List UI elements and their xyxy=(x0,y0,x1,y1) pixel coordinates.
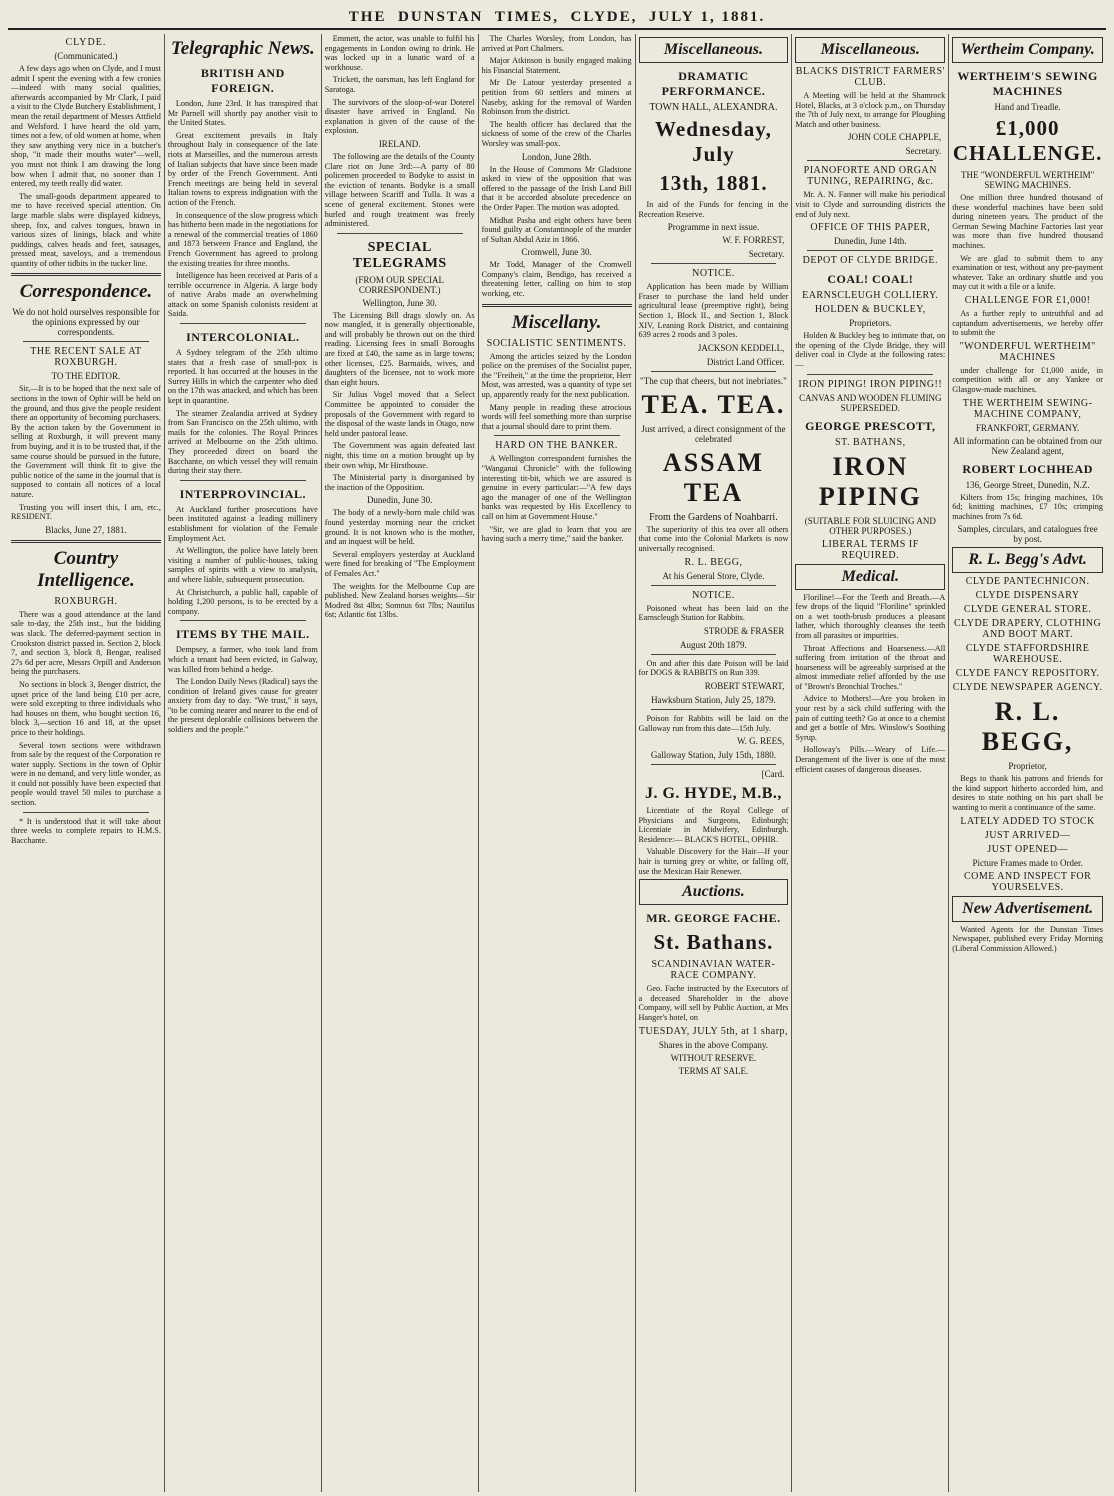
piano-heading: PIANOFORTE AND ORGAN TUNING, REPAIRING, &c. xyxy=(803,165,937,188)
ad-line: Dunedin, June 14th. xyxy=(834,236,907,247)
article-paragraph: Sir Julius Vogel moved that a Select Committee be appointed to consider the proposals of the Government with regard to the disposal of the waste lands in Otago, now held under pastoral lease. xyxy=(324,390,475,438)
column-1 xyxy=(8,34,165,1492)
intercolonial-heading: INTERCOLONIAL. xyxy=(186,330,300,345)
depot-heading: DEPOT OF CLYDE BRIDGE. xyxy=(802,255,938,267)
event-date: 13th, 1881. xyxy=(659,171,768,195)
ad-paragraph: One million three hundred thousand of these wonderful machines have been sold during nineteen years. The product of the German Sewing Machine Factories last year was more than five hundred thousand machines. xyxy=(952,193,1103,250)
masthead-day: 1, xyxy=(700,8,716,25)
special-correspondent-note: (FROM OUR SPECIAL CORRESPONDENT.) xyxy=(355,274,444,295)
footnote: * It is understood that it will take about three weeks to complete repairs to H.M.S. Bacchante. xyxy=(11,816,161,845)
article-paragraph: There was a good attendance at the land sale to-day, the 25th inst., but the bidding was slack. The deferred-payment section in Crookston district passed in. Section 2, block 7, and section 3, block 8, Bengar, realised 27s 6d per acre, Messrs Orpill and Anderson being the purchasers. xyxy=(11,609,161,677)
challenge-subheading: CHALLENGE FOR £1,000! xyxy=(964,294,1091,306)
article-paragraph: The steamer Zealandia arrived at Sydney from San Francisco on the 25th ultimo, with mails for the colonies. The Royal Princes arrived at Melbourne on the 25th ultimo. They proceeded direct on board the Bacchante, on which vessel they will remain during their stay there. xyxy=(167,408,318,476)
begg-name-banner: R. L. BEGG, xyxy=(981,697,1074,757)
ad-paragraph: Wanted Agents for the Dunstan Times Newspaper, published every Friday Morning (Liberal Commission Allowed.) xyxy=(952,924,1103,953)
merchant-address: At his General Store, Clyde. xyxy=(662,570,765,581)
business-line: CLYDE FANCY REPOSITORY. xyxy=(955,668,1100,680)
telegraphic-news-heading: Telegraphic News. xyxy=(170,38,315,59)
iron-piping-heading: IRON PIPING! IRON PIPING!! xyxy=(798,378,943,390)
signatory: W. G. REES, xyxy=(736,736,785,747)
article-paragraph: Intelligence has been received at Paris of a terrible occurrence in Algeria. A large body of native Arabs made an overwhelming attack on some Spanish colonists resident at Saida. xyxy=(167,271,318,319)
roxburgh-heading: ROXBURGH. xyxy=(54,595,118,607)
club-heading: BLACKS DISTRICT FARMERS' CLUB. xyxy=(795,66,945,88)
ad-line: "WONDERFUL WERTHEIM" MACHINES xyxy=(959,340,1096,363)
article-paragraph: The Licensing Bill drags slowly on. As now mangled, it is generally objectionable, and will probably be thrown out on the third reading. Licensing fees in small Boroughs are fixed at £40, the same as in large towns; other licenses, £25. Barmaids, wives, and daughters of the licensee, not to work more than eight hours. xyxy=(324,310,475,387)
business-line: CLYDE DRAPERY, CLOTHING AND BOOT MART. xyxy=(953,618,1102,641)
article-paragraph: In the House of Commons Mr Gladstone asked in view of the opposition that was offered to the passage of the Irish Land Bill that it be accorded absolute precedence on the Order Paper. The motion was adopted. xyxy=(481,164,632,212)
ad-paragraph: As a further reply to untruthful and ad captandum advertisements, we hereby offer to submit the xyxy=(952,308,1103,338)
ad-paragraph: Begs to thank his patrons and friends for the kind support hitherto accorded him, and desires to state nothing on his part shall be wanting to merit a continuance of the same. xyxy=(952,774,1103,813)
signatory: STRODE & FRASER xyxy=(703,625,785,636)
card-label: [Card. xyxy=(761,769,785,780)
article-paragraph: At Christchurch, a public hall, capable of holding 1,200 persons, is to be erected by a company. xyxy=(167,587,318,616)
article-paragraph: No sections in block 3, Benger district, the upset price of the land being £10 per acre, were sold excepting to three individuals who had houses on them, who bought section 16, block 3,—section 16 and 18, at the upset price to their holdings. xyxy=(11,679,161,737)
ad-paragraph: Throat Affections and Hoarseness.—All suffering from irritation of the throat and hoarseness will be agreeably surprised at the almost immediate relief afforded by the use of "Brown's Bronchial Troches." xyxy=(795,643,946,691)
signatory: JACKSON KEDDELL, xyxy=(697,342,785,353)
notice-paragraph: Poison for Rabbits will be laid on the Galloway run from this date—15th July. xyxy=(638,713,789,733)
article-paragraph: Emmett, the actor, was unable to fulfil his engagements in London owing to drink. He was locked up in a lunatic ward of a workhouse. xyxy=(324,34,475,72)
wertheim-heading: Wertheim Company. xyxy=(960,41,1095,58)
ad-line: ST. BATHANS, xyxy=(835,436,906,448)
dateline: London, June 28th. xyxy=(521,151,592,162)
ad-paragraph: Valuable Discovery for the Hair—If your hair is turning grey or white, or falling off, use the Mexican Hair Renewer. xyxy=(638,847,789,876)
ad-line: Picture Frames made to Order. xyxy=(972,857,1083,868)
signatory-role: Secretary. xyxy=(748,249,785,260)
medical-heading: Medical. xyxy=(841,567,899,585)
article-paragraph: The body of a newly-born male child was found yesterday morning near the cricket ground. It is not known who is the mother, and an inquest will be held. xyxy=(324,508,475,547)
venue: TOWN HALL, ALEXANDRA. xyxy=(649,102,778,113)
auction-date: TUESDAY, JULY 5th, at 1 sharp, xyxy=(638,1025,789,1037)
auctioneer-name: MR. GEORGE FACHE. xyxy=(646,911,781,926)
ad-line: Hand and Treadle. xyxy=(994,102,1061,112)
column-5 xyxy=(636,34,793,1492)
proprietor-name: HOLDEN & BUCKLEY, xyxy=(814,304,926,316)
ad-line: JUST ARRIVED— xyxy=(984,829,1071,841)
business-line: CLYDE STAFFORDSHIRE WAREHOUSE. xyxy=(965,643,1090,666)
tea-tagline: "The cup that cheers, but not inebriates." xyxy=(640,375,787,386)
article-paragraph: The Government was again defeated last night, this time on a motion brought up by their own whip, Mr Hirsthouse. xyxy=(324,441,475,470)
ad-paragraph: Geo. Fache instructed by the Executors of a deceased Shareholder in the above Company, will sell by Public Auction, at Mrs Hanger's hotel, on xyxy=(638,984,789,1023)
article-paragraph: Several employers yesterday at Auckland were fined for breaking of "The Employment of Females Act." xyxy=(324,549,475,578)
ad-line: (SUITABLE FOR SLUICING AND OTHER PURPOSES.) xyxy=(804,515,936,536)
items-by-mail-heading: ITEMS BY THE MAIL. xyxy=(175,627,310,642)
ad-paragraph: under challenge for £1,000 aside, in competition with all or any Yankee or Glasgow-made machines. xyxy=(952,365,1103,394)
to-the-editor: TO THE EDITOR. xyxy=(51,371,121,382)
ad-line: COME AND INSPECT FOR YOURSELVES. xyxy=(963,870,1092,893)
article-paragraph: "Sir, we are glad to learn that you are having such a merry time," said the banker. xyxy=(481,524,632,544)
article-paragraph: A few days ago when on Clyde, and I must admit I spent the evening with a few cronies—indeed with many social qualities, afterwards accompanied by Mr Clark, I paid a visit to the Clyde Butchery Establishment, I mean the retail department of Messrs Attfield and Welsford. I have heard the old yarn, times not a few, of old women at home, when they saw anything very nice in a butcher's shop, "it made their mouths water"—well, you must not think I am drawing the long bow when I admit that, no sooner than I entered, my teeth really did water. xyxy=(11,64,161,189)
correspondence-heading: Correspondence. xyxy=(19,281,153,303)
ad-line: WITHOUT RESERVE. xyxy=(670,1052,757,1063)
article-title: THE RECENT SALE AT ROXBURGH. xyxy=(30,346,142,369)
tea-heading: TEA. TEA. xyxy=(641,389,786,419)
ad-paragraph: Floriline!—For the Teeth and Breath.—A few drops of the liquid "Floriline" sprinkled on a wet tooth-brush produces a pleasant lather, which thoroughly cleanses the teeth from all parasites or impurities. xyxy=(795,592,946,640)
signatory: W. F. FORREST, xyxy=(722,235,785,246)
business-line: CLYDE PANTECHNICON. xyxy=(965,576,1090,588)
signatory: ROBERT STEWART, xyxy=(704,680,785,691)
article-paragraph: Midhat Pasha and eight others have been found guilty at Constantinople of the murder of Sultan Abdul Aziz in 1866. xyxy=(481,215,632,244)
miscellaneous-heading: Miscellaneous. xyxy=(663,41,763,58)
masthead-year: 1881. xyxy=(721,8,766,25)
ad-paragraph: Mr. A. N. Fanner will make his periodical visit to Clyde and surrounding districts the end of July next. xyxy=(795,190,946,219)
ad-line: LIBERAL TERMS IF REQUIRED. xyxy=(821,538,919,561)
column-4 xyxy=(479,34,636,1492)
correspondence-note: We do not hold ourselves responsible for the opinions expressed by our correspondents. xyxy=(12,307,160,338)
company-location: FRANKFORT, GERMANY. xyxy=(975,422,1080,433)
business-line: CLYDE DISPENSARY xyxy=(975,590,1080,602)
supplier-name: GEORGE PRESCOTT, xyxy=(805,418,936,433)
article-paragraph: Trickett, the oarsman, has left England for Saratoga. xyxy=(324,75,475,94)
article-paragraph: Several town sections were withdrawn from sale by the request of the Corporation re water supply. Sections in the town of Ophir were in no demand, and very little wonder, as it could not possibly have been expected that people would travel 50 miles to purchase a section. xyxy=(11,740,161,808)
article-paragraph: The London Daily News (Radical) says the condition of Ireland gives cause for greater anxiety from day to day. "We trust," it says, "to be coming nearer and nearer to the end of the present deplorable collisions between the soldiers and the people." xyxy=(167,677,318,735)
ad-paragraph: The superiority of this tea over all others that come into the Colonial Markets is now universally recognised. xyxy=(638,524,789,553)
masthead-name: DUNSTAN xyxy=(397,8,484,25)
article-paragraph: The Charles Worsley, from London, has arrived at Port Chalmers. xyxy=(481,34,632,53)
letter-paragraph: Sir,—It is to be hoped that the next sale of sections in the town of Ophir will be held on the ground, and thus give the people resident there an opportunity of becoming purchasers. By the action taken by the Government in selling at Roxburgh, it will prevent many from buying, and it is to be trusted that, if the same course should be pursued in the future, the Government will think fit to give the public notice of the same in the journal that is supposed to contain all notices of a local nature. xyxy=(11,384,161,499)
ad-line: JUST OPENED— xyxy=(987,843,1068,855)
auctions-heading: Auctions. xyxy=(682,883,745,901)
column-6 xyxy=(792,34,949,1492)
miscellany-heading: Miscellany. xyxy=(511,311,602,333)
notice-date: Galloway Station, July 15th, 1880. xyxy=(650,750,777,761)
challenge-heading: £1,000 CHALLENGE. xyxy=(952,116,1103,165)
letter-date: Blacks, June 27, 1881. xyxy=(45,524,127,535)
section-heading-clyde: CLYDE. xyxy=(65,37,107,48)
ad-line: CANVAS AND WOODEN FLUMING SUPERSEDED. xyxy=(799,392,942,413)
letter-signoff: Trusting you will insert this, I am, etc., RESIDENT. xyxy=(11,502,161,522)
ad-line: Proprietors. xyxy=(849,318,892,329)
signatory-role: District Land Officer. xyxy=(706,356,785,367)
ireland-heading: IRELAND. xyxy=(378,138,421,149)
masthead-times: TIMES, xyxy=(494,8,559,25)
notice-date: Hawksburn Station, July 25, 1879. xyxy=(651,694,776,705)
miscellaneous-heading: Miscellaneous. xyxy=(820,41,920,58)
ad-paragraph: Advice to Mothers!—Are you broken in your rest by a sick child suffering with the pain of cutting teeth? Go at once to a chemist and get a bottle of Mrs. Winslow's Soothing Syrup. xyxy=(795,694,946,742)
sewing-machines-heading: WERTHEIM'S SEWING MACHINES xyxy=(957,69,1098,98)
ad-paragraph: A Meeting will be held at the Shamrock Hotel, Blacks, at 3 o'clock p.m., on Thursday the 7th of July next, to arrange for Ploughing Match and other business. xyxy=(795,91,946,129)
ad-paragraph: Kilters from 15s; fringing machines, 10s 6d; knitting machines, £7 10s; crimping machines from 7s 6d. xyxy=(952,492,1103,521)
article-title: HARD ON THE BANKER. xyxy=(495,440,618,452)
article-paragraph: Mr Todd, Manager of the Cromwell Company's claim, Bendigo, has received a threatening letter, calling on him to stop working, etc. xyxy=(481,260,632,299)
programme-note: Programme in next issue. xyxy=(667,222,760,233)
article-paragraph: At Auckland further prosecutions have been instituted against a leading millinery establishment for violation of the Female Employment Act. xyxy=(167,504,318,543)
article-paragraph: The health officer has declared that the sickness of some of the crew of the Charles Worsley was small-pox. xyxy=(481,119,632,148)
masthead xyxy=(8,6,1106,30)
event-day: Wednesday, July xyxy=(655,117,772,166)
company-name: SCANDINAVIAN WATER-RACE COMPANY. xyxy=(651,959,776,982)
article-paragraph: Among the articles seized by the London police on the premises of the Socialist paper, the "Freiheit," at the time the proprietor, Herr Most, was arrested, was a quantity of type set up, apparently ready for the next publication. xyxy=(481,351,632,400)
begg-banner xyxy=(952,547,1103,573)
column-2 xyxy=(165,34,322,1492)
article-paragraph: The weights for the Melbourne Cup are published. New Zealand horses weights—Sir Modred 8st 4lbs; Somnus 6st 7lbs; Nautilus 6st; Atlantic 6st 13lbs. xyxy=(324,581,475,620)
ad-line: Samples, circulars, and catalogues free by post. xyxy=(957,524,1098,545)
dateline: Cromwell, June 30. xyxy=(521,247,592,258)
article-paragraph: Major Atkinson is busily engaged making his Financial Statement. xyxy=(481,56,632,75)
communicated-label: (Communicated.) xyxy=(54,51,118,61)
masthead-town: CLYDE, xyxy=(570,8,638,25)
country-intelligence-heading: Country Intelligence. xyxy=(37,547,135,591)
article-paragraph: Mr De Latour yesterday presented a petition from 60 settlers and miners at Naseby, asking for the removal of Warden Robinson from the district. xyxy=(481,78,632,117)
new-advertisement-heading: New Advertisement. xyxy=(962,899,1094,917)
interprovincial-heading: INTERPROVINCIAL. xyxy=(179,486,306,501)
ad-line: Shares in the above Company. xyxy=(658,1039,769,1050)
article-paragraph: The survivors of the sloop-of-war Doterel disaster have arrived in England. No explanation is given of the cause of the explosion. xyxy=(324,97,475,136)
notice-heading: NOTICE. xyxy=(692,268,735,280)
ad-paragraph: Licentiate of the Royal College of Physicians and Surgeons, Edinburgh; Licentiate in Midwifery, Edinburgh. Residence:— BLACK'S HOTEL, OPHIR. xyxy=(638,806,789,844)
article-paragraph: The Ministerial party is disorganised by the inaction of the Opposition. xyxy=(324,473,475,492)
ad-line: Proprietor, xyxy=(1008,761,1047,772)
doctor-name: J. G. HYDE, M.B., xyxy=(644,785,782,803)
agent-name: ROBERT LOCHHEAD xyxy=(962,461,1093,476)
column-7 xyxy=(949,34,1106,1492)
article-paragraph: The small-goods department appeared to me to have received special attention. On large marble slabs were displayed kidneys, sheep, fox, and calves tongues, brawn in various sizes of linings, black and white puddings, calves heads and feet, sausages, pressed meat, saveloys, and a tremendous quantity of other tidbits in the tucker line. xyxy=(11,191,161,268)
coal-heading: COAL! COAL! xyxy=(827,272,914,287)
special-telegrams-heading: SPECIAL TELEGRAMS xyxy=(352,239,447,271)
new-advertisement-banner xyxy=(952,896,1103,922)
ad-line: From the Gardens of Noahbarri. xyxy=(649,511,778,523)
masthead-the: THE xyxy=(348,8,387,25)
wertheim-banner xyxy=(952,37,1103,63)
colliery-name: EARNSCLEUGH COLLIERY. xyxy=(802,290,939,302)
article-paragraph: At Wellington, the police have lately been visiting a number of public-houses, taking samples of spirits with a view to analysis, and where liable, subsequent prosecution. xyxy=(167,546,318,584)
auction-location: St. Bathans. xyxy=(653,930,774,955)
begg-advt-heading: R. L. Begg's Advt. xyxy=(968,551,1087,569)
ad-paragraph: We are glad to submit them to any examination or test, without any pre-payment whatever. Take an ordinary shuttle and you may cut it with a file or a knife. xyxy=(952,253,1103,292)
miscellaneous-banner xyxy=(639,37,789,63)
ad-paragraph: Holloway's Pills.—Weary of Life.—Derangement of the liver is one of the most efficient causes of dangerous diseases. xyxy=(795,745,946,774)
company-name: THE WERTHEIM SEWING-MACHINE COMPANY, xyxy=(962,397,1093,420)
dramatic-performance-heading: DRAMATIC PERFORMANCE. xyxy=(661,69,766,98)
ad-paragraph: In aid of the Funds for fencing in the Recreation Reserve. xyxy=(638,200,789,219)
notice-paragraph: On and after this date Poison will be laid for DOGS & RABBITS on Run 339. xyxy=(638,658,789,678)
masthead-month: JULY xyxy=(648,8,695,25)
agent-address: 136, George Street, Dunedin, N.Z. xyxy=(965,479,1090,490)
article-paragraph: London, June 23rd. It has transpired that Mr Parnell will shortly pay another visit to the United States. xyxy=(167,99,318,128)
british-foreign-heading: BRITISH AND FOREIGN. xyxy=(200,66,285,95)
miscellaneous-banner xyxy=(795,37,945,63)
assam-tea-heading: ASSAM TEA xyxy=(662,447,764,507)
ad-line: THE "WONDERFUL WERTHEIM" SEWING MACHINES. xyxy=(960,170,1095,190)
article-paragraph: A Wellington correspondent furnishes the "Wanganui Chronicle" with the following interesting tit-bit, which we are assured is genuine in every particular:—"A few days ago the manager of one of the Wellington banks was requested by His Excellency to call on him at Government House." xyxy=(481,454,632,521)
iron-piping-banner: IRON PIPING xyxy=(818,451,922,511)
notice-paragraph: Application has been made by William Fraser to purchase the land held under agricultural lease (preemptive right), being Section 1, Block II., and Section 1, Block XIV, Leaning Rock District, and containing 639 acres 2 roods and 3 poles. xyxy=(638,282,789,340)
auctions-banner xyxy=(639,879,789,905)
signatory-role: Secretary. xyxy=(905,146,942,157)
ad-line: LATELY ADDED TO STOCK xyxy=(960,815,1095,827)
notice-paragraph: Poisoned wheat has been laid on the Earnscleugh Station for Rabbits. xyxy=(638,603,789,623)
ad-line: TERMS AT SALE. xyxy=(678,1065,749,1076)
medical-banner xyxy=(795,564,945,590)
article-paragraph: The following are the details of the County Clare riot on June 3rd:—A party of 80 policemen proceeded to Bodyke to assist in the eviction of tenants. Bodyke is a small village between Scariff and Tulla. It was a scene of general excitement. Stones were hurled and rough treatment was freely administered. xyxy=(324,151,475,229)
notice-heading: NOTICE. xyxy=(692,589,735,601)
article-paragraph: In consequence of the slow progress which has hitherto been made in the negotiations for a renewal of the commercial treaties of 1860 and 1873 between France and England, the French Government has agreed to prolong the existing treaties for three months. xyxy=(167,210,318,268)
dateline: Wellington, June 30. xyxy=(362,297,437,308)
ad-line: Just arrived, a direct consignment of the celebrated xyxy=(641,423,786,444)
merchant-name: R. L. BEGG, xyxy=(684,556,743,568)
article-paragraph: Dempsey, a farmer, who took land from which a tenant had been evicted, in Galway, was killed from behind a hedge. xyxy=(167,645,318,674)
ad-line: All information can be obtained from our New Zealand agent, xyxy=(953,435,1103,456)
column-3 xyxy=(322,34,479,1492)
article-title: SOCIALISTIC SENTIMENTS. xyxy=(486,337,627,349)
dateline: Dunedin, June 30. xyxy=(366,495,433,506)
ad-paragraph: Holden & Buckley beg to intimate that, on the opening of the Clyde Bridge, they will deliver coal in Clyde at the following rates:— xyxy=(795,331,946,369)
notice-date: August 20th 1879. xyxy=(680,639,747,650)
business-line: CLYDE GENERAL STORE. xyxy=(963,604,1092,616)
signatory: JOHN COLE CHAPPLE, xyxy=(847,132,942,143)
business-line: CLYDE NEWSPAPER AGENCY. xyxy=(952,682,1103,694)
article-paragraph: A Sydney telegram of the 25th ultimo states that a fresh case of small-pox is reported. It has occurred at the houses in the Surrey Hills in which the carpenter who died on the 17th was attacked, and which has been kept in quarantine. xyxy=(167,348,318,406)
article-paragraph: Great excitement prevails in Italy throughout Italy in consequence of the late riots at Marseilles, and the numerous arrests of Italian subjects that have since been made by order of the French Government. Anti French meetings are being held in several Italian towns to express indignation with the action of the French. xyxy=(167,130,318,207)
ad-line: OFFICE OF THIS PAPER, xyxy=(810,222,931,234)
article-paragraph: Many people in reading these atrocious words will feel something more than surprise that a journal should dare to print them. xyxy=(481,402,632,431)
